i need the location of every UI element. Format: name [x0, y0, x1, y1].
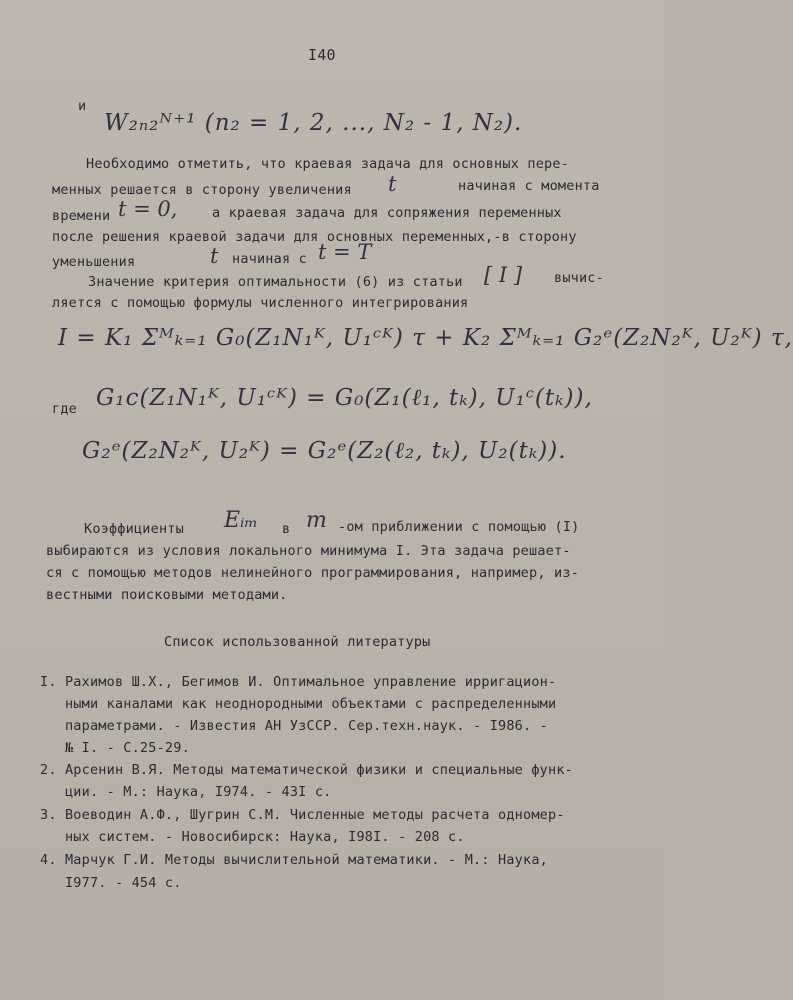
- para3-line2: выбираются из условия локального минимума I. Эта задача решает-: [46, 543, 571, 559]
- para3-sym-m: m: [306, 508, 327, 533]
- para2-ref: [ I ]: [484, 263, 523, 287]
- para3-line3: ся с помощью методов нелинейного программирования, например, из-: [46, 565, 579, 581]
- reference-4-line-1: 4. Марчук Г.И. Методы вычислительной математики. - М.: Наука,: [40, 852, 548, 868]
- para2-line2: ляется с помощью формулы численного интегрирования: [52, 295, 469, 311]
- reference-2-line-1: 2. Арсенин В.Я. Методы математической физики и специальные функ-: [40, 762, 573, 778]
- para1-line5-b: начиная с: [232, 251, 307, 267]
- w-formula: W₂ₙ₂ᴺ⁺¹ (n₂ = 1, 2, ..., N₂ - 1, N₂).: [104, 110, 523, 136]
- para3-sym-eim: Eᵢₘ: [224, 508, 258, 533]
- reference-1-line-1: I. Рахимов Ш.Х., Бегимов И. Оптимальное управление ирригацион-: [40, 674, 557, 690]
- equation-g2e: G₂ᵉ(Z₂N₂ᴷ, U₂ᴷ) = G₂ᵉ(Z₂(ℓ₂, tₖ), U₂(tₖ)).: [82, 438, 567, 464]
- para1-line4: после решения краевой задачи для основных переменных,-в сторону: [52, 229, 577, 245]
- para1-line2-b: начиная с момента: [458, 178, 600, 194]
- para2-line1-b: вычис-: [554, 270, 604, 286]
- where-word: где: [52, 401, 77, 417]
- para3-line1-a: Коэффициенты: [84, 521, 184, 537]
- para1-expr-tT: t = T: [318, 240, 372, 264]
- para1-line3-b: а краевая задача для сопряжения переменных: [212, 205, 562, 221]
- equation-g1c: G₁c(Z₁N₁ᴷ, U₁ᶜᴷ) = G₀(Z₁(ℓ₁, tₖ), U₁ᶜ(tₖ)),: [96, 385, 593, 411]
- para1-var-t1: t: [388, 172, 397, 196]
- page-number: I40: [308, 46, 336, 64]
- para2-line1-a: Значение критерия оптимальности (6) из статьи: [88, 274, 463, 290]
- para1-line5-a: уменьшения: [52, 254, 136, 270]
- para1-line1: Необходимо отметить, что краевая задача для основных пере-: [86, 156, 570, 172]
- references-heading: Список использованной литературы: [164, 634, 431, 650]
- intro-word: и: [78, 98, 87, 114]
- para3-line4: вестными поисковыми методами.: [46, 587, 288, 603]
- para3-line1-b: в: [282, 521, 291, 537]
- reference-3-line-1: 3. Воеводин А.Ф., Шугрин С.М. Численные методы расчета одномер-: [40, 807, 565, 823]
- para3-line1-c: -ом приближении с помощью (I): [338, 519, 580, 535]
- equation-criterion: I = K₁ Σᴹₖ₌₁ G₀(Z₁N₁ᴷ, U₁ᶜᴷ) τ + K₂ Σᴹₖ₌₁ G₂ᵉ(Z₂N₂ᴷ, U₂ᴷ) τ,: [58, 325, 793, 351]
- reference-3-line-2: ных систем. - Новосибирск: Наука, I98I. - 208 с.: [40, 829, 465, 845]
- para1-expr-t0: t = 0,: [118, 197, 178, 221]
- para1-line2-a: менных решается в сторону увеличения: [52, 182, 352, 198]
- reference-1-line-3: параметрами. - Известия АН УзССР. Сер.техн.наук. - I986. -: [40, 718, 548, 734]
- para1-line3-a: времени: [52, 208, 111, 224]
- reference-1-line-4: № I. - С.25-29.: [40, 740, 190, 756]
- reference-2-line-2: ции. - М.: Наука, I974. - 43I с.: [40, 784, 332, 800]
- reference-1-line-2: ными каналами как неоднородными объектами с распределенными: [40, 696, 557, 712]
- para1-var-t2: t: [210, 244, 219, 268]
- reference-4-line-2: I977. - 454 с.: [40, 875, 182, 891]
